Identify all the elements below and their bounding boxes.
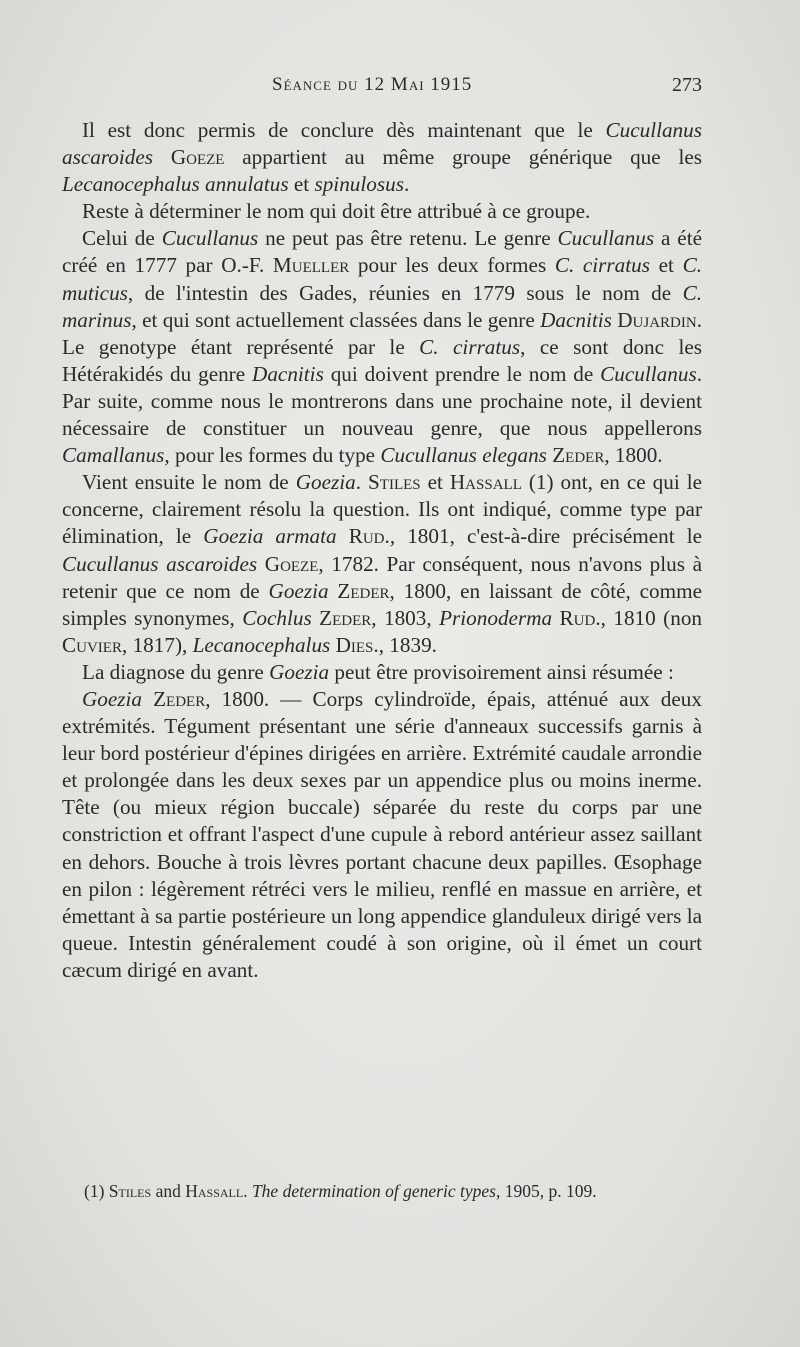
italic-run: Goezia	[268, 578, 329, 603]
paragraph-diagnosis	[62, 686, 702, 984]
text-run: ., 1839.	[373, 632, 437, 657]
text-run: and	[151, 1181, 186, 1201]
author-name: Mueller	[272, 253, 350, 278]
italic-run: Dacnitis	[540, 307, 612, 332]
paragraph-name-question	[62, 198, 702, 225]
italic-run: Cucullanus elegans	[380, 443, 547, 468]
text-run: et	[420, 470, 450, 495]
text-run: .	[243, 1181, 252, 1201]
author-name: Hassall	[185, 1181, 244, 1201]
text-run: (1)	[84, 1181, 109, 1201]
italic-run: The determination of generic types	[251, 1181, 496, 1201]
text-run: .	[403, 172, 410, 197]
text-run: , 1803,	[371, 605, 440, 630]
italic-run: C. cirratus	[554, 253, 650, 278]
author-name: Goeze	[170, 145, 225, 170]
italic-run: spinulosus	[314, 172, 404, 197]
text-run: appartient au même groupe générique que les	[224, 145, 702, 170]
text-run	[552, 606, 559, 630]
text-run: ne peut pas être retenu. Le genre	[258, 226, 558, 251]
text-run: pour les deux formes	[349, 253, 555, 278]
paragraph-goezia-name	[62, 469, 702, 659]
text-run: . Par suite, comme nous le montrerons dans une prochaine note, il devient nécessaire de constituer un nouveau genre, que nous appellerons	[62, 361, 702, 441]
author-name: Rud	[348, 524, 385, 549]
text-run: .	[355, 470, 368, 495]
author-name: Dujardin	[617, 307, 697, 332]
italic-run: Lecanocephalus annulatus	[62, 172, 289, 197]
text-run	[142, 687, 153, 711]
text-run: , ce sont donc les Hétérakidés du genre	[62, 334, 703, 386]
text-run: , 1817),	[121, 632, 193, 657]
italic-run: C. muticus	[62, 253, 702, 305]
italic-run: Goezia	[269, 659, 330, 684]
author-name: Rud	[559, 605, 596, 630]
body-text	[62, 117, 702, 984]
italic-run: Goezia	[295, 470, 356, 495]
text-run: (1) ont, en ce qui le concerne, clairement résolu la question. Ils ont indiqué, comme type par élimination, le	[62, 470, 702, 549]
text-run: , 1782. Par conséquent, nous n'avons plus à retenir que ce nom de	[62, 551, 703, 603]
text-run: . Le genotype étant représenté par le	[62, 307, 703, 359]
text-run: a été créé en 1777 par O.-F.	[62, 226, 702, 278]
text-run: Il est donc permis de conclure dès maintenant que le	[82, 118, 606, 142]
italic-run: Cucullanus	[161, 226, 259, 251]
text-run: et	[650, 253, 683, 278]
text-run: , de l'intestin des Gades, réunies en 1779 sous le nom de	[127, 280, 683, 305]
text-run: , 1800. — Corps cylindroïde, épais, atténué aux deux extrémités. Tégument présentant une série d'anneaux successifs garnis à leur bord postérieur d'épines dirigées en arrière. Extrémité caudale arrondie et prolongée dans les deux sexes par un appendice plus ou moins inerme. Tête (ou mieux région buccale) séparée du reste du corps par une constriction et offrant l'aspect d'une cupule à rebord antérieur assez saillant en dehors. Bouche à trois lèvres portant chacune deux papilles. Œsophage en pilon : légèrement rétréci vers le milieu, renflé en massue en arrière, et émettant à sa partie postérieure un long appendice glanduleux dirigé vers la queue. Intestin généralement coudé à son origine, où il émet un court cæcum dirigé en avant.	[62, 686, 702, 982]
author-name: Dies	[335, 632, 374, 657]
text-run: qui doivent prendre le nom de	[323, 361, 601, 386]
text-run: , 1800, en laissant de côté, comme simples synonymes,	[62, 578, 702, 630]
italic-run: Goezia armata	[203, 524, 337, 549]
italic-run: Cucullanus ascaroides	[62, 551, 258, 576]
page-number: 273	[672, 74, 702, 96]
italic-run: C. marinus	[62, 280, 702, 332]
italic-run: Cucullanus	[557, 226, 655, 251]
paragraph-conclusion	[62, 117, 702, 198]
text-run: , et qui sont actuellement classées dans le genre	[131, 307, 541, 332]
italic-run: Camallanus	[62, 443, 165, 468]
paragraph-cucullanus	[62, 225, 702, 469]
author-name: Goeze	[264, 551, 319, 576]
text-run: peut être provisoirement ainsi résumée :	[329, 659, 674, 684]
author-name: Stiles	[108, 1181, 152, 1201]
italic-run: C. cirratus	[419, 334, 521, 359]
text-run: , pour les formes du type	[164, 443, 381, 468]
author-name: Zeder	[337, 578, 390, 603]
author-name: Stiles	[368, 470, 421, 495]
paragraph-diagnosis-intro	[62, 659, 702, 686]
italic-run: Prionoderma	[439, 605, 553, 630]
text-run	[257, 552, 265, 576]
footnote	[84, 1180, 704, 1202]
italic-run: Cochlus	[242, 605, 312, 630]
text-run: Celui de	[82, 226, 162, 251]
italic-run: Lecanocephalus	[192, 632, 331, 657]
text-run: La diagnose du genre	[82, 659, 270, 684]
italic-run: Cucullanus ascaroides	[62, 118, 702, 170]
text-run	[153, 145, 171, 169]
text-run: , 1905, p. 109.	[495, 1181, 597, 1201]
text-run: et	[288, 172, 315, 197]
text-run: , 1800.	[604, 443, 663, 468]
author-name: Zeder	[552, 443, 605, 468]
text-run: Reste à déterminer le nom qui doit être attribué à ce groupe.	[82, 199, 591, 224]
italic-run: Dacnitis	[252, 361, 324, 386]
author-name: Cuvier	[62, 632, 122, 657]
author-name: Zeder	[319, 605, 372, 630]
italic-run: Goezia	[82, 686, 143, 711]
text-run: ., 1810 (non	[595, 605, 703, 630]
text-run: Vient ensuite le nom de	[82, 470, 296, 495]
author-name: Zeder	[153, 686, 206, 711]
text-run: ., 1801, c'est-à-dire précisément le	[384, 524, 702, 549]
running-title: Séance du 12 Mai 1915	[272, 74, 473, 95]
italic-run: Cucullanus	[600, 361, 697, 386]
page-header	[62, 74, 702, 104]
text-run	[337, 524, 349, 548]
author-name: Hassall	[449, 470, 522, 495]
